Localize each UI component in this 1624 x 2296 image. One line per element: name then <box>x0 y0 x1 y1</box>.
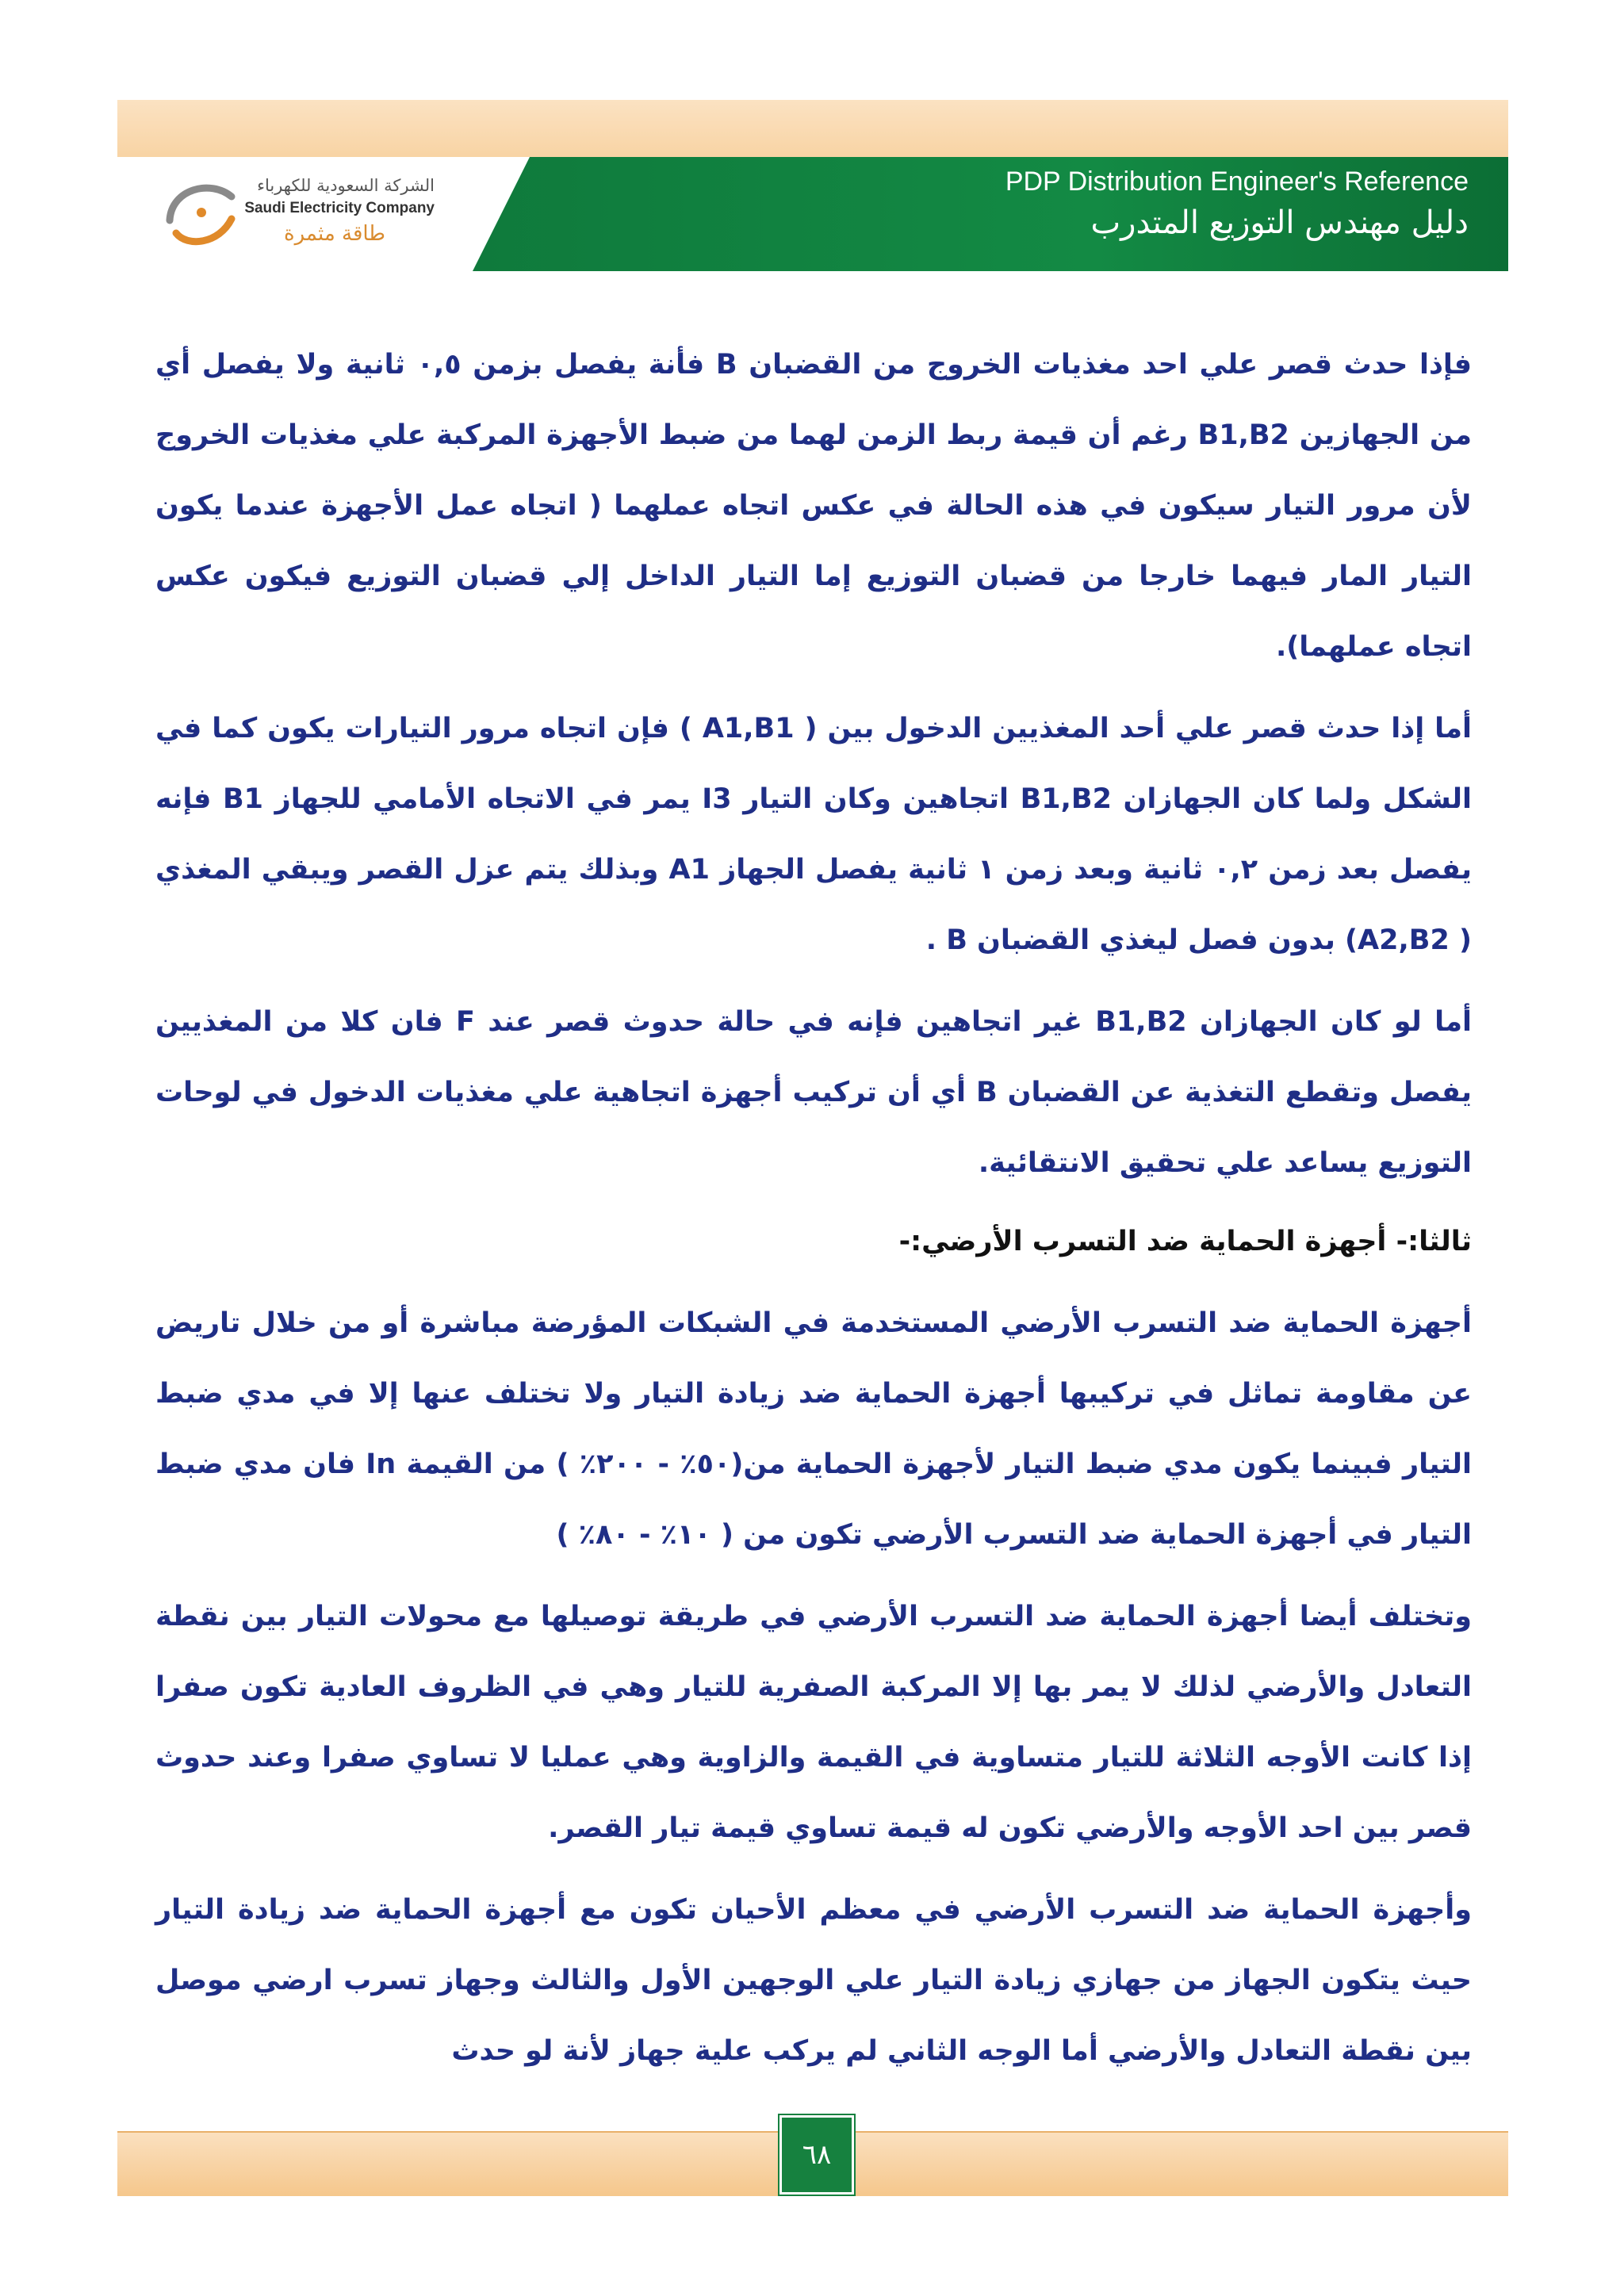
paragraph-1: فإذا حدث قصر علي احد مغذيات الخروج من القضبان B فأنة يفصل بزمن ٠,٥ ثانية ولا يفصل أي من الجهازين B1,B2 رغم أن قيمة ربط الزمن لهما من ضبط الأجهزة المركبة علي مغذيات الخروج لأن مرور التيار سيكون في هذه الحالة في عكس اتجاه عملهما ( اتجاه عمل الأجهزة عندما يكون التيار المار فيهما خارجا من قضبان التوزيع إما التيار الداخل إلي قضبان التوزيع فيكون عكس اتجاه عملهما). <box>155 349 1473 663</box>
logo-name-en: Saudi Electricity Company <box>244 200 435 216</box>
page-content <box>155 330 1472 2087</box>
logo-tagline: طاقة مثمرة <box>283 222 385 246</box>
paragraph-4: أجهزة الحماية ضد التسرب الأرضي المستخدمة في الشبكات المؤرضة مباشرة أو من خلال تاريض عن مقاومة تماثل في تركيبها أجهزة الحماية ضد زيادة التيار ولا تختلف عنها إلا في مدي ضبط التيار فبينما يكون مدي ضبط التيار لأجهزة الحماية من(٥٠٪ - ٢٠٠٪ ) من القيمة In فان مدي ضبط التيار في أجهزة الحماية ضد التسرب الأرضي تكون من ( ١٠٪ - ٨٠٪ ) <box>155 1307 1472 1551</box>
company-logo <box>155 159 441 270</box>
sec-logo-icon <box>155 165 243 252</box>
header-title-en: PDP Distribution Engineer's Reference <box>1005 166 1469 197</box>
paragraph-5: وتختلف أيضا أجهزة الحماية ضد التسرب الأرضي في طريقة توصيلها مع محولات التيار بين نقطة التعادل والأرضي لذلك لا يمر بها إلا المركبة الصفرية للتيار وهي في الظروف العادية تكون صفرا إذا كانت الأوجه الثلاثة للتيار متساوية في القيمة والزاوية وهي عمليا لا تساوي صفرا وعند حدوث قصر بين احد الأوجه والأرضي تكون له قيمة تساوي قيمة تيار القصر. <box>155 1601 1472 1844</box>
paragraph-3: أما لو كان الجهازان B1,B2 غير اتجاهين فإنه في حالة حدوث قصر عند F فان كلا من المغذيين يفصل وتقطع التغذية عن القضبان B أي أن تركيب أجهزة اتجاهية علي مغذيات الدخول في لوحات التوزيع يساعد علي تحقيق الانتقائية. <box>155 1006 1473 1179</box>
paragraph-6: وأجهزة الحماية ضد التسرب الأرضي في معظم الأحيان تكون مع أجهزة الحماية ضد زيادة التيار حيث يتكون الجهاز من جهازي زيادة التيار علي الوجهين الأول والثالث وجهاز تسرب ارضي موصل بين نقطة التعادل والأرضي أما الوجه الثاني لم يركب علية جهاز لأنة لو حدث <box>155 1894 1472 2067</box>
section-heading: ثالثا:- أجهزة الحماية ضد التسرب الأرضي:- <box>898 1226 1472 1257</box>
page-number: ٦٨ <box>779 2115 854 2195</box>
paragraph-2: أما إذا حدث قصر علي أحد المغذيين الدخول بين ( A1,B1 ) فإن اتجاه مرور التيارات يكون كما في الشكل ولما كان الجهازان B1,B2 اتجاهين وكان التيار I3 يمر في الاتجاه الأمامي للجهاز B1 فإنه يفصل بعد زمن ٠,٢ ثانية وبعد زمن ١ ثانية يفصل الجهاز A1 وبذلك يتم عزل القصر ويبقي المغذي ( A2,B2) بدون فصل ليغذي القضبان B . <box>155 713 1473 956</box>
logo-name-ar: الشركة السعودية للكهرباء <box>257 176 435 195</box>
header-title-ar: دليل مهندس التوزيع المتدرب <box>1090 205 1469 241</box>
